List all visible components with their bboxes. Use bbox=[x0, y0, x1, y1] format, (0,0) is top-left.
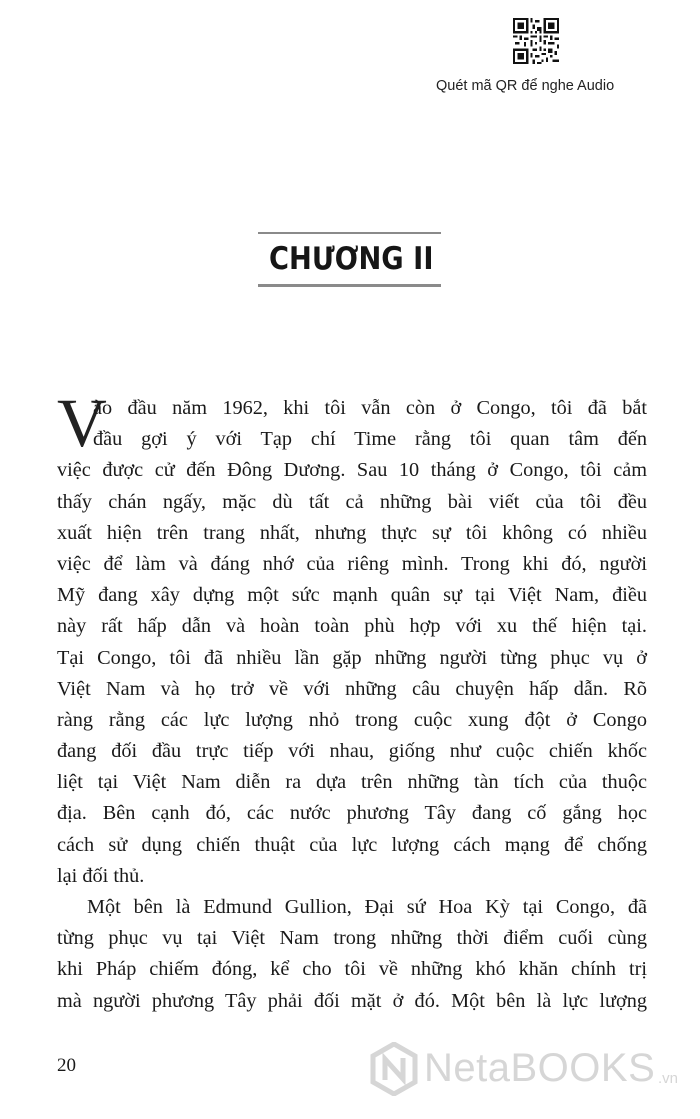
chapter-heading bbox=[258, 232, 441, 290]
publisher-logo bbox=[370, 1040, 690, 1100]
logo-suffix: .vn bbox=[658, 1070, 679, 1087]
text-line: đầu gợi ý với Tạp chí Time rằng tôi quan tâm đến bbox=[93, 428, 647, 451]
logo-text: NetaBOOKS bbox=[424, 1046, 656, 1090]
drop-cap: V bbox=[57, 385, 107, 461]
page-number: 20 bbox=[57, 1055, 76, 1076]
text-line: Mỹ đang xây dựng một sức mạnh quân sự tại Việt Nam, điều bbox=[57, 584, 647, 607]
chapter-rule-bottom bbox=[258, 284, 441, 287]
chapter-title: CHƯƠNG II bbox=[268, 241, 434, 277]
text-line: Việt Nam và họ trở về với những câu chuyện hấp dẫn. Rõ bbox=[57, 677, 647, 700]
text-line: cách sử dụng chiến thuật của lực lượng cách mạng để chống bbox=[57, 833, 647, 856]
text-line: xuất hiện trên trang nhất, nhưng thực sự tôi không có nhiều bbox=[57, 521, 647, 544]
text-line: ào đầu năm 1962, khi tôi vẫn còn ở Congo, tôi đã bắt bbox=[93, 397, 647, 419]
text-line: khi Pháp chiếm đóng, kể cho tôi về những khó khăn chính trị bbox=[57, 958, 647, 981]
body-text bbox=[57, 385, 647, 1017]
logo-hexagon-icon bbox=[370, 1042, 418, 1096]
text-line: việc được cử đến Đông Dương. Sau 10 tháng ở Congo, tôi cảm bbox=[57, 459, 647, 482]
text-line: mà người phương Tây phải đối mặt ở đó. Một bên là lực lượng bbox=[57, 989, 647, 1012]
text-line: liệt tại Việt Nam diễn ra dựa trên những tàn tích của thuộc bbox=[57, 771, 647, 794]
chapter-rule-top bbox=[258, 232, 441, 234]
qr-caption: Quét mã QR để nghe Audio bbox=[436, 78, 615, 94]
text-line: này rất hấp dẫn và hoàn toàn phù hợp với xu thế hiện tại. bbox=[57, 615, 647, 638]
qr-code-icon bbox=[513, 18, 559, 64]
text-line: Một bên là Edmund Gullion, Đại sứ Hoa Kỳ tại Congo, đã bbox=[87, 896, 647, 918]
text-line: thấy chán ngấy, mặc dù tất cả những bài viết của tôi đều bbox=[57, 490, 647, 513]
text-line: việc để làm và đáng nhớ của riêng mình. Trong khi đó, người bbox=[57, 552, 647, 575]
text-line: ràng rằng các lực lượng nhỏ trong cuộc xung đột ở Congo bbox=[57, 708, 647, 731]
text-line: đang đối đầu trực tiếp với nhau, giống như cuộc chiến khốc bbox=[57, 740, 647, 763]
text-line: lại đối thủ. bbox=[57, 864, 145, 887]
text-line: từng phục vụ tại Việt Nam trong những thời điểm cuối cùng bbox=[57, 927, 647, 950]
text-line: Tại Congo, tôi đã nhiều lần gặp những người từng phục vụ ở bbox=[57, 646, 647, 669]
text-line: địa. Bên cạnh đó, các nước phương Tây đang cố gắng học bbox=[57, 802, 647, 825]
